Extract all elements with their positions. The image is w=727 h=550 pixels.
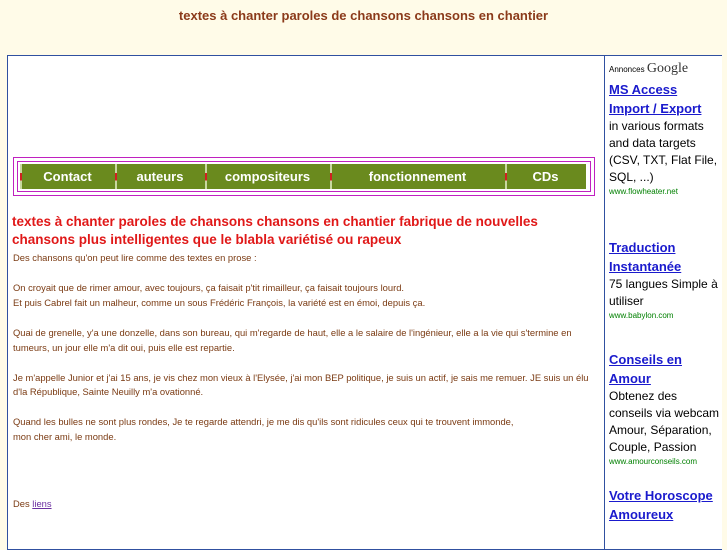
ad-title-link[interactable]: Conseils en Amour	[609, 352, 682, 386]
headline: textes à chanter paroles de chansons chansons en chantier fabrique de nouvelles chansons plus intelligentes que le blabla variétisé ou rapeux	[12, 214, 538, 247]
google-logo: Google	[646, 61, 689, 76]
ad-item	[609, 350, 721, 468]
links-link[interactable]: liens	[32, 498, 52, 509]
ad-url[interactable]: www.flowheater.net	[609, 187, 678, 196]
ad-title-link[interactable]: Votre Horoscope Amoureux	[609, 488, 713, 522]
nav-item-contact[interactable]: Contact	[20, 164, 115, 189]
ads-sidebar	[604, 56, 723, 549]
paragraph-line: Quai de grenelle, y'a une donzelle, dans son bureau, qui m'regarde de haut, elle a le salaire de l'ingénieur, elle a la vie qui s'termine en tumeurs, un jour elle m'a dit oui, puis elle est repartie.	[13, 326, 572, 353]
nav-item-compositeurs[interactable]: compositeurs	[205, 164, 330, 189]
body-text	[13, 251, 599, 445]
nav-bar	[20, 164, 586, 189]
paragraph-line: mon cher ami, le monde.	[13, 431, 117, 443]
nav-item-auteurs[interactable]: auteurs	[115, 164, 205, 189]
ad-description: Obtenez des conseils via webcam Amour, Séparation, Couple, Passion	[609, 389, 720, 454]
paragraph-line: Et puis Cabrel fait un malheur, comme un sous Frédéric François, la variété est en émoi, depuis ça.	[13, 296, 426, 308]
ad-item	[609, 80, 721, 198]
main-content	[8, 56, 600, 549]
page-title: textes à chanter paroles de chansons chansons en chantier	[178, 8, 549, 23]
ads-header-prefix: Annonces	[609, 65, 645, 74]
links-line	[13, 498, 52, 509]
ad-title-link[interactable]: MS Access Import / Export	[609, 82, 702, 116]
nav-border-outer	[13, 157, 595, 196]
ad-item	[609, 238, 721, 322]
ads-header[interactable]	[609, 61, 688, 77]
ad-url[interactable]: www.babylon.com	[609, 311, 674, 320]
links-prefix: Des	[13, 498, 30, 509]
paragraph-line: Je m'appelle Junior et j'ai 15 ans, je vis chez mon vieux à l'Elysée, j'ai mon BEP politique, je suis un actif, je sais me remuer. JE suis un élu d'la République, Sainte Neuilly m'a ovationné.	[13, 371, 589, 398]
ad-description: 75 langues Simple à utiliser	[609, 277, 718, 308]
nav-item-fonctionnement[interactable]: fonctionnement	[330, 164, 505, 189]
nav-item-cds[interactable]: CDs	[505, 164, 586, 189]
ad-item	[609, 486, 721, 524]
ad-title-link[interactable]: Traduction Instantanée	[609, 240, 682, 274]
intro-text: Des chansons qu'on peut lire comme des textes en prose :	[13, 252, 257, 263]
paragraph-line: Quand les bulles ne sont plus rondes, Je te regarde attendri, je me dis qu'ils sont ridicules ceux qui te trouvent immonde,	[13, 416, 514, 428]
paragraph-line: On croyait que de rimer amour, avec toujours, ça faisait p'tit rimailleur, ça faisait toujours lourd.	[13, 281, 405, 293]
ad-description: in various formats and data targets (CSV, TXT, Flat File, SQL, ...)	[609, 119, 718, 184]
content-frame	[7, 55, 722, 550]
ad-url[interactable]: www.amourconseils.com	[609, 457, 698, 466]
